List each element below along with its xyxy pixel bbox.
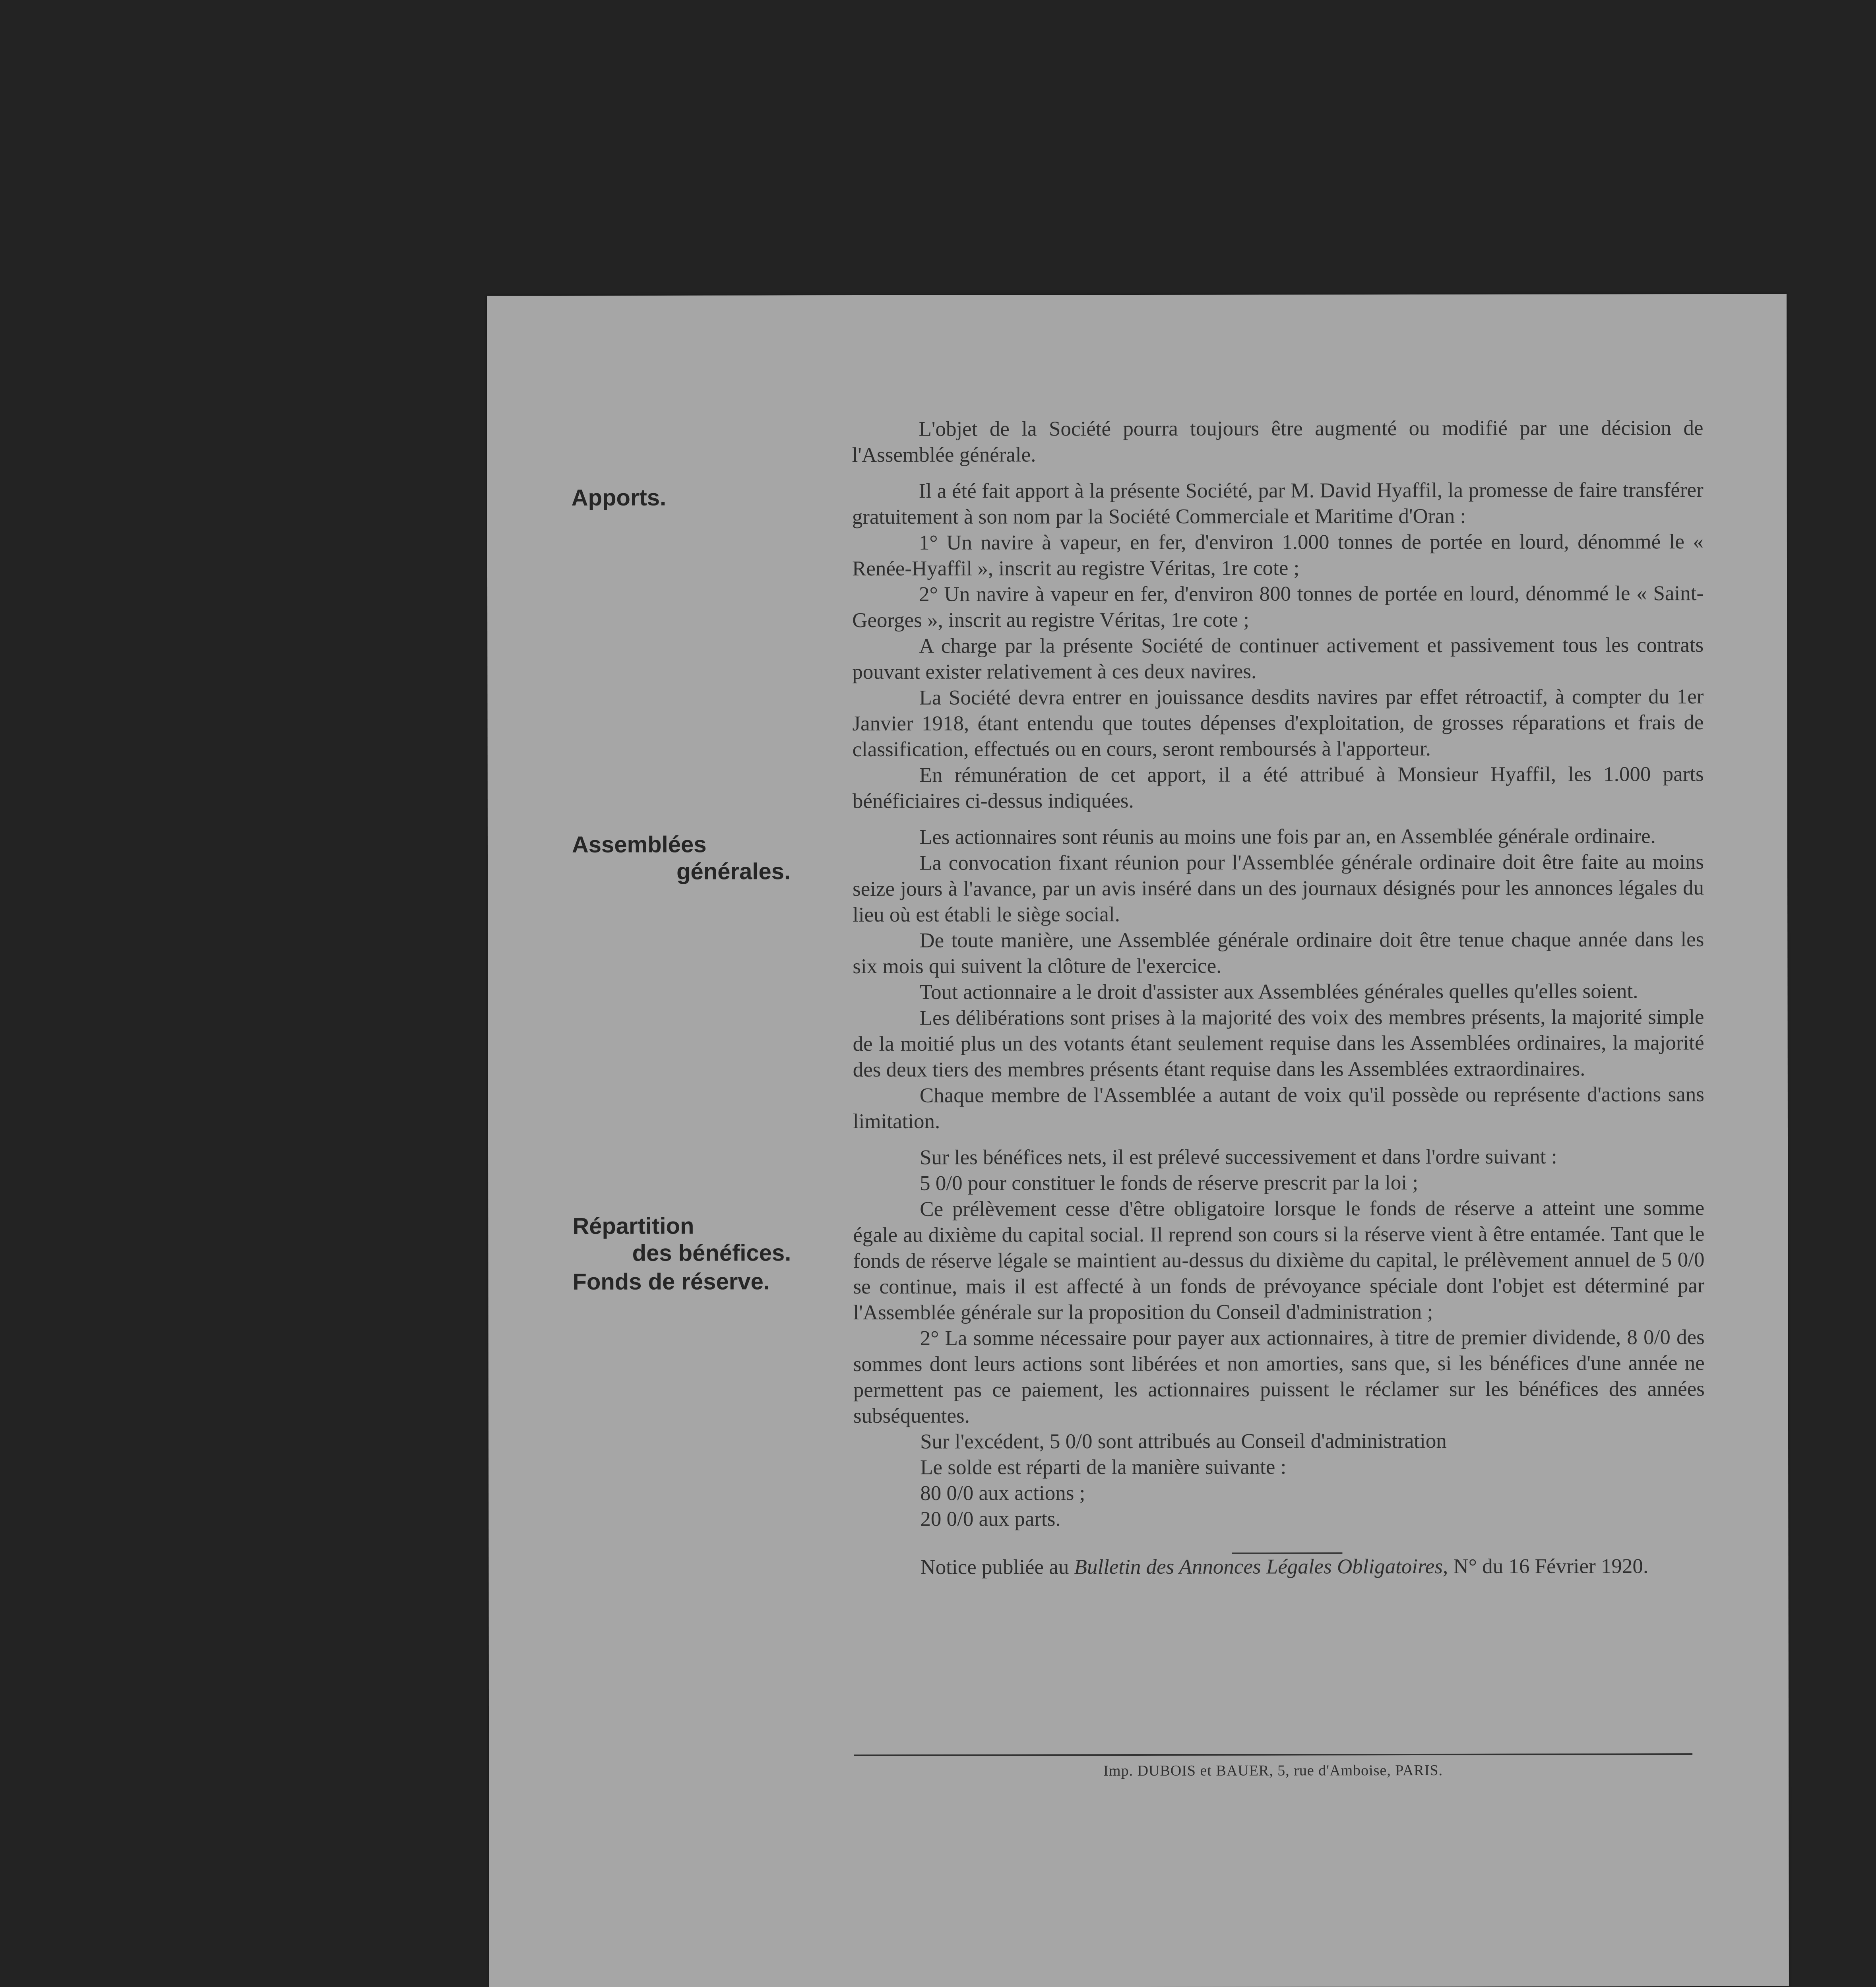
paragraph: De toute manière, une Assemblée générale ordinaire doit être tenue chaque année dans les six mois qui suivent la clôture de l'exercice. <box>853 928 1704 978</box>
paragraph: 80 0/0 aux actions ; <box>920 1482 1085 1505</box>
paragraph: 5 0/0 pour constituer le fonds de réserve prescrit par la loi ; <box>920 1171 1419 1195</box>
document-page <box>487 294 1789 1987</box>
paragraph: Ce prélèvement cesse d'être obligatoire lorsque le fonds de réserve a atteint une somme égale au dixième du capital social. Il reprend son cours si la réserve vient à être entamée. Tant que le fonds de réserve légale se maintient au-dessus du dixième du capital, le prélèvement annuel de 5 0/0 se continue, mais il est affecté à un fonds de prévoyance spéciale dont l'objet est déterminé par l'Assemblée générale sur la proposition du Conseil d'administration ; <box>853 1197 1705 1325</box>
margin-notes <box>571 295 794 1295</box>
paragraph: Sur l'excédent, 5 0/0 sont attribués au Conseil d'administration <box>920 1429 1447 1453</box>
publication-notice <box>853 1553 1705 1580</box>
margin-note-repartition <box>572 1212 795 1267</box>
paragraph: La convocation fixant réunion pour l'Assemblée générale ordinaire doit être faite au moins seize jours à l'avance, par un avis inséré dans un des journaux désignés pour les annonces légales du lieu où est établi le siège social. <box>853 850 1704 927</box>
margin-note-apports-label: Apports. <box>571 484 667 511</box>
paragraph: Chaque membre de l'Assemblée a autant de voix qu'il possède ou représente d'actions sans limitation. <box>853 1083 1704 1133</box>
notice-prefix: Notice publiée au <box>920 1555 1074 1579</box>
paragraph: 20 0/0 aux parts. <box>920 1507 1061 1531</box>
paragraph: Le solde est réparti de la manière suivante : <box>920 1455 1287 1479</box>
paragraph: Sur les bénéfices nets, il est prélevé successivement et dans l'ordre suivant : <box>920 1145 1557 1169</box>
paragraph: Tout actionnaire a le droit d'assister aux Assemblées générales quelles qu'elles soient. <box>919 980 1638 1004</box>
paragraph: Il a été fait apport à la présente Société, par M. David Hyaffil, la promesse de faire transférer gratuitement à son nom par la Société Commerciale et Maritime d'Oran : <box>852 478 1704 529</box>
paragraph: 1° Un navire à vapeur, en fer, d'environ 1.000 tonnes de portée en lourd, dénommé le « Renée-Hyaffil », inscrit au registre Véritas, 1re cote ; <box>852 530 1704 581</box>
paragraph: En rémunération de cet apport, il a été attribué à Monsieur Hyaffil, les 1.000 parts bénéficiaires ci-dessus indiquées. <box>852 763 1704 813</box>
margin-note-repartition-line2: des bénéfices. <box>632 1240 791 1266</box>
paragraph: Les délibérations sont prises à la majorité des voix des membres présents, la majorité simple de la moitié plus un des votants étant seulement requise dans les Assemblées ordinaires, la majorité des deux tiers des membres présents étant requise dans les Assemblées extraordinaires. <box>853 1005 1704 1082</box>
paragraph: Les actionnaires sont réunis au moins une fois par an, en Assemblée générale ordinaire. <box>919 825 1656 849</box>
notice-suffix: N° du 16 Février 1920. <box>1448 1555 1649 1578</box>
notice-publication-title: Bulletin des Annonces Légales Obligatoires, <box>1074 1555 1448 1579</box>
margin-note-assemblees <box>572 831 795 885</box>
body-text <box>852 415 1705 1580</box>
margin-note-repartition-line1: Répartition <box>572 1213 694 1239</box>
printer-imprint: Imp. DUBOIS et BAUER, 5, rue d'Amboise, PARIS. <box>1103 1762 1443 1780</box>
paragraph: 2° La somme nécessaire pour payer aux actionnaires, à titre de premier dividende, 8 0/0 des sommes dont leurs actions sont libérées et non amorties, sans que, si les bénéfices d'une année ne permettent pas ce paiement, les actionnaires puissent le réclamer sur les bénéfices des années subséquentes. <box>853 1326 1705 1428</box>
margin-note-fonds <box>572 1268 795 1296</box>
paragraph: 2° Un navire à vapeur en fer, d'environ 800 tonnes de portée en lourd, dénommé le « Saint-Georges », inscrit au registre Véritas, 1re cote ; <box>852 582 1704 632</box>
margin-note-assemblees-line1: Assemblées <box>572 831 707 858</box>
separator-line <box>1232 1552 1342 1554</box>
paragraph: A charge par la présente Société de continuer activement et passivement tous les contrats pouvant exister relativement à ces deux navires. <box>852 633 1704 684</box>
paragraph: L'objet de la Société pourra toujours être augmenté ou modifié par une décision de l'Assemblée générale. <box>852 416 1704 467</box>
paragraph: La Société devra entrer en jouissance desdits navires par effet rétroactif, à compter du 1er Janvier 1918, étant entendu que toutes dépenses d'exploitation, de grosses réparations et frais de classification, effectués ou en cours, seront remboursés à l'apporteur. <box>852 685 1704 761</box>
margin-note-fonds-label: Fonds de réserve. <box>572 1269 770 1295</box>
footer-rule <box>854 1753 1692 1756</box>
margin-note-assemblees-line2: générales. <box>676 858 791 885</box>
margin-note-apports <box>572 484 794 511</box>
